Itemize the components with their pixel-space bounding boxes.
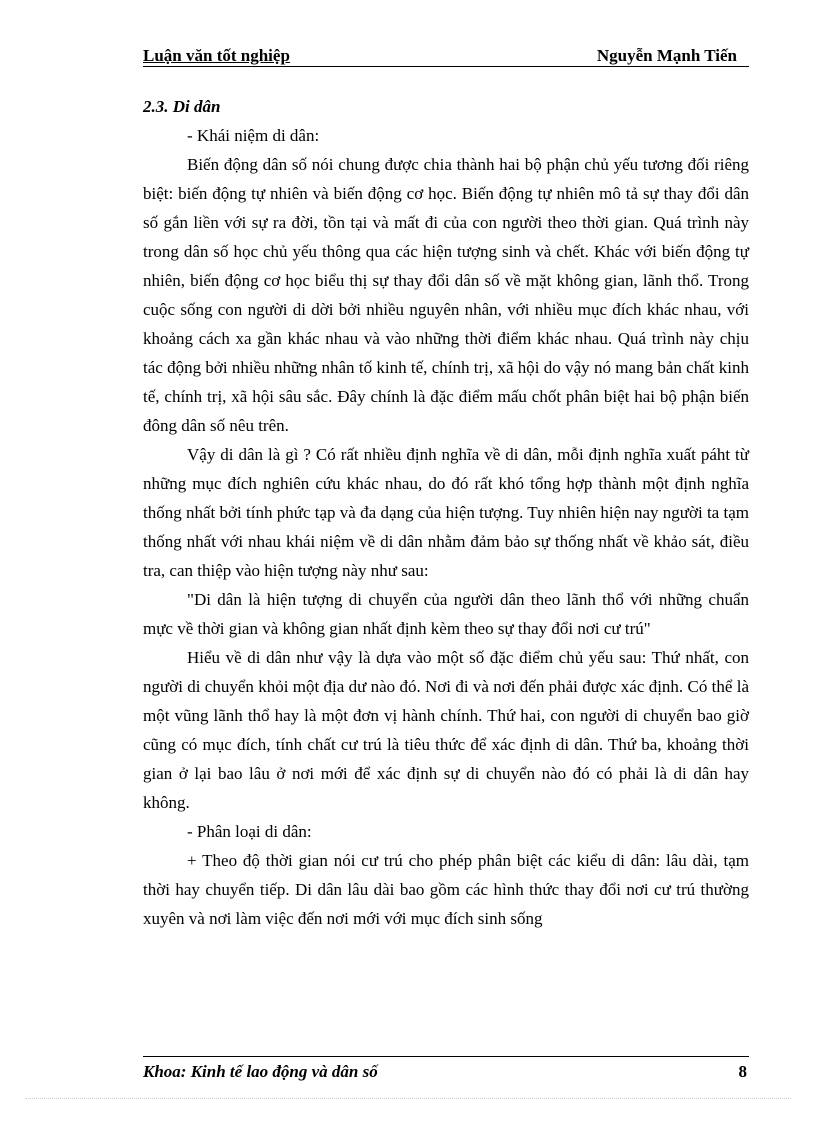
paragraph-characteristics: Hiểu về di dân như vậy là dựa vào một số đặc điểm chủ yếu sau: Thứ nhất, con người di chuyển khỏi một địa dư nào đó. Nơi đi và nơi đến phải được xác định. Có thể là một vũng lãnh thổ hay là một đơn vị hành chính. Thứ hai, con người di chuyển bao giờ cũng có mục đích, tính chất cư trú là tiêu thức để xác định di dân. Thứ ba, khoảng thời gian ở lại bao lâu ở nơi mới để xác định sự di chuyển nào đó có phải là di dân hay không. (143, 648, 749, 812)
paragraph-definition-intro: Vậy di dân là gì ? Có rất nhiều định nghĩa về di dân, mỗi định nghĩa xuất páht từ những mục đích nghiên cứu khác nhau, do đó rất khó tổng hợp thành một định nghĩa thống nhất bởi tính phức tạp và đa dạng của hiện tượng. Tuy nhiên hiện nay người ta tạm thống nhất với nhau khái niệm về di dân nhằm đảm bảo sự thống nhất về khảo sát, điều tra, can thiệp vào hiện tượng này như sau: (143, 445, 749, 580)
section-heading: 2.3. Di dân (143, 97, 221, 116)
document-body (143, 92, 749, 933)
page-footer (143, 1056, 749, 1083)
header-thesis-label: Luận văn tốt nghiệp (143, 46, 290, 65)
paragraph-concept-label: - Khái niệm di dân: (187, 126, 320, 145)
paragraph-population-change: Biến động dân số nói chung được chia thành hai bộ phận chủ yếu tương đối riêng biệt: biến động tự nhiên và biến động cơ học. Biến động tự nhiên mô tả sự thay đổi dân số gắn liền với sự ra đời, tồn tại và mất đi của con người theo thời gian. Quá trình này trong dân số học chủ yếu thông qua các hiện tượng sinh và chết. Khác với biến động tự nhiên, biến động cơ học biểu thị sự thay đổi dân số về mặt không gian, lãnh thổ. Trong cuộc sống con người di dời bởi nhiều nguyên nhân, với nhiều mục đích khác nhau, với khoảng cách xa gần khác nhau và vào những thời điểm khác nhau. Quá trình này chịu tác động bởi nhiều những nhân tố kinh tế, chính trị, xã hội do vậy nó mang bản chất kinh tế, chính trị, xã hội sâu sắc. Đây chính là đặc điểm mấu chốt phân biệt hai bộ phận biến đông dân số nêu trên. (143, 155, 749, 435)
paragraph-classification-label: - Phân loại di dân: (187, 822, 312, 841)
page-number: 8 (738, 1062, 747, 1081)
paragraph-classification-duration: + Theo độ thời gian nói cư trú cho phép phân biệt các kiểu di dân: lâu dài, tạm thời hay chuyển tiếp. Di dân lâu dài bao gồm các hình thức thay đổi nơi cư trú thường xuyên và nơi làm việc đến nơi mới với mục đích sinh sống (143, 851, 749, 928)
header-author-name: Nguyễn Mạnh Tiến (596, 46, 737, 65)
page-bottom-divider (25, 1098, 791, 1099)
page-header (143, 44, 749, 67)
footer-faculty-label: Khoa: Kinh tế lao động và dân số (143, 1062, 378, 1081)
paragraph-definition-quote: "Di dân là hiện tượng di chuyển của người dân theo lãnh thổ với những chuẩn mực về thời gian và không gian nhất định kèm theo sự thay đổi nơi cư trú" (143, 590, 749, 638)
